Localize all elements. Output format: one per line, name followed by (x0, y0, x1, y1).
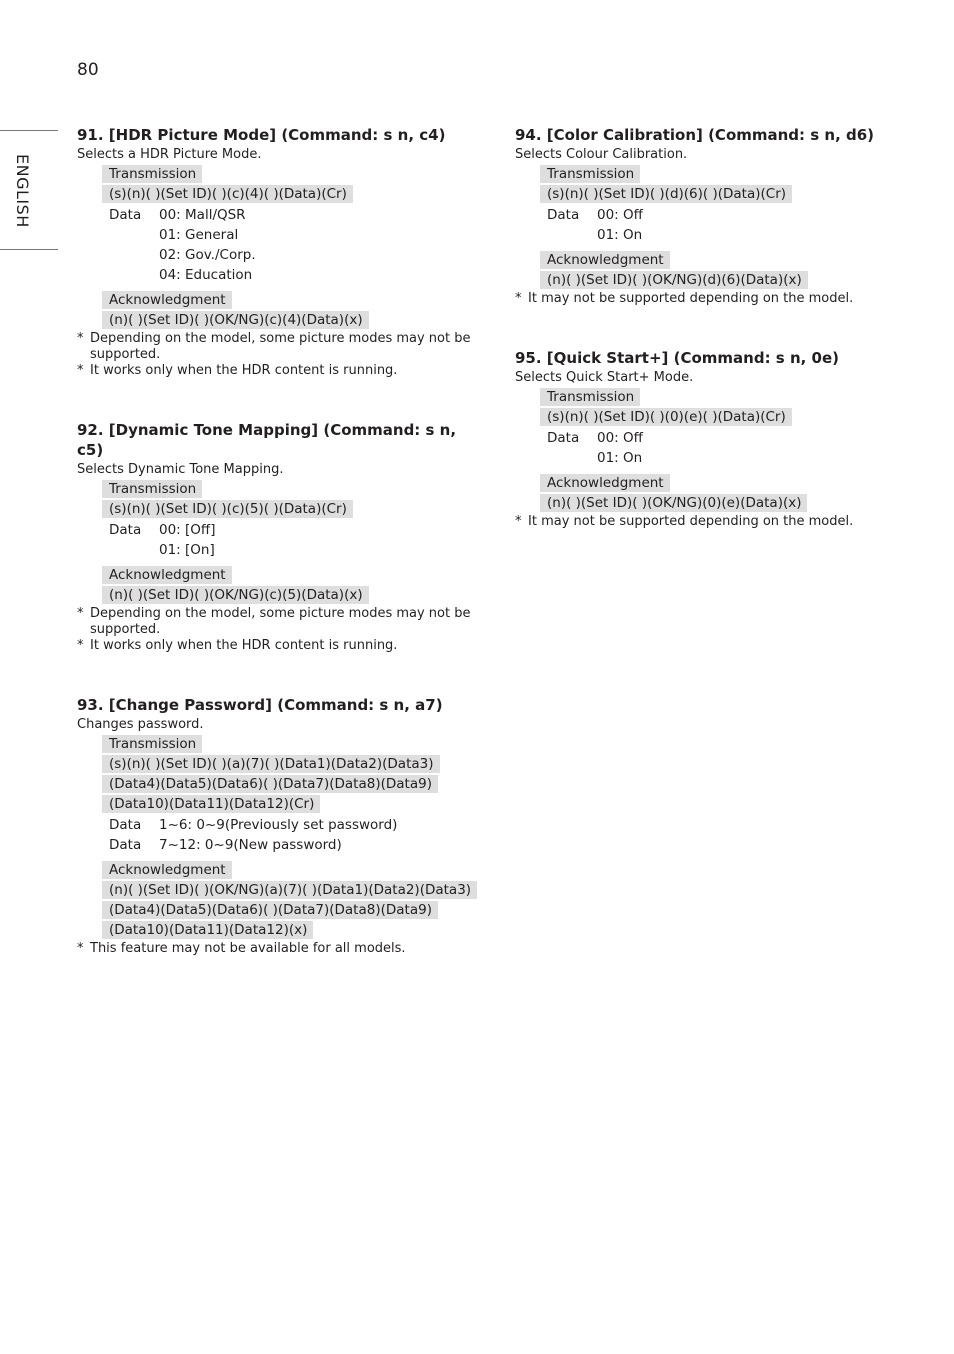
page-number: 80 (77, 60, 99, 80)
transmission-label: Transmission (102, 735, 202, 753)
acknowledgment-command: (n)( )(Set ID)( )(OK/NG)(a)(7)( )(Data1)(Data2)(Data3) (102, 881, 477, 899)
data-row: Data 7~12: 0~9(New password) (109, 837, 342, 853)
left-column (77, 125, 472, 957)
acknowledgment-command: (Data10)(Data11)(Data12)(x) (102, 921, 313, 939)
transmission-command: (s)(n)( )(Set ID)( )(d)(6)( )(Data)(Cr) (540, 185, 792, 203)
data-row: Data 00: Off (547, 430, 643, 446)
transmission-command: (Data10)(Data11)(Data12)(Cr) (102, 795, 320, 813)
transmission-command: (s)(n)( )(Set ID)( )(0)(e)( )(Data)(Cr) (540, 408, 792, 426)
data-row: 01: On (597, 227, 643, 243)
command-section-93 (77, 695, 472, 957)
footnote: * This feature may not be available for all models. (77, 941, 406, 956)
section-title: 92. [Dynamic Tone Mapping] (Command: s n, c5) (77, 421, 457, 459)
transmission-label: Transmission (102, 165, 202, 183)
data-row: 01: On (597, 450, 643, 466)
section-title: 91. [HDR Picture Mode] (Command: s n, c4) (77, 126, 446, 144)
acknowledgment-command: (n)( )(Set ID)( )(OK/NG)(c)(4)(Data)(x) (102, 311, 369, 329)
data-row: Data 00: Mall/QSR (109, 207, 246, 223)
data-row: 04: Education (159, 267, 253, 283)
section-description: Selects Colour Calibration. (515, 147, 688, 162)
footnote: * It works only when the HDR content is running. (77, 363, 398, 378)
footnote: * Depending on the model, some picture modes may not be supported. (77, 331, 471, 362)
command-section-94 (515, 125, 910, 307)
section-description: Selects Quick Start+ Mode. (515, 370, 694, 385)
data-row: 02: Gov./Corp. (159, 247, 256, 263)
data-row: 01: [On] (159, 542, 215, 558)
command-section-91 (77, 125, 472, 379)
section-description: Selects a HDR Picture Mode. (77, 147, 262, 162)
section-title: 95. [Quick Start+] (Command: s n, 0e) (515, 349, 840, 367)
command-section-92 (77, 420, 472, 654)
transmission-command: (Data4)(Data5)(Data6)( )(Data7)(Data8)(Data9) (102, 775, 438, 793)
section-title: 94. [Color Calibration] (Command: s n, d6) (515, 126, 875, 144)
acknowledgment-command: (Data4)(Data5)(Data6)( )(Data7)(Data8)(Data9) (102, 901, 438, 919)
section-description: Changes password. (77, 717, 204, 732)
acknowledgment-label: Acknowledgment (540, 251, 670, 269)
data-row: Data 00: Off (547, 207, 643, 223)
acknowledgment-command: (n)( )(Set ID)( )(OK/NG)(c)(5)(Data)(x) (102, 586, 369, 604)
footnote: * It may not be supported depending on the model. (515, 514, 854, 529)
footnote: * It may not be supported depending on the model. (515, 291, 854, 306)
section-description: Selects Dynamic Tone Mapping. (77, 462, 284, 477)
language-tab-label: ENGLISH (13, 154, 32, 228)
transmission-label: Transmission (102, 480, 202, 498)
transmission-command: (s)(n)( )(Set ID)( )(a)(7)( )(Data1)(Data2)(Data3) (102, 755, 440, 773)
right-column (515, 125, 910, 530)
acknowledgment-label: Acknowledgment (540, 474, 670, 492)
command-section-95 (515, 348, 910, 530)
data-row: Data 00: [Off] (109, 522, 216, 538)
acknowledgment-label: Acknowledgment (102, 861, 232, 879)
acknowledgment-command: (n)( )(Set ID)( )(OK/NG)(d)(6)(Data)(x) (540, 271, 808, 289)
footnote: * It works only when the HDR content is running. (77, 638, 398, 653)
transmission-label: Transmission (540, 165, 640, 183)
transmission-command: (s)(n)( )(Set ID)( )(c)(5)( )(Data)(Cr) (102, 500, 353, 518)
acknowledgment-label: Acknowledgment (102, 291, 232, 309)
footnote: * Depending on the model, some picture modes may not be supported. (77, 606, 471, 637)
acknowledgment-label: Acknowledgment (102, 566, 232, 584)
acknowledgment-command: (n)( )(Set ID)( )(OK/NG)(0)(e)(Data)(x) (540, 494, 807, 512)
transmission-label: Transmission (540, 388, 640, 406)
data-row: 01: General (159, 227, 239, 243)
data-row: Data 1~6: 0~9(Previously set password) (109, 817, 398, 833)
section-title: 93. [Change Password] (Command: s n, a7) (77, 696, 443, 714)
transmission-command: (s)(n)( )(Set ID)( )(c)(4)( )(Data)(Cr) (102, 185, 353, 203)
